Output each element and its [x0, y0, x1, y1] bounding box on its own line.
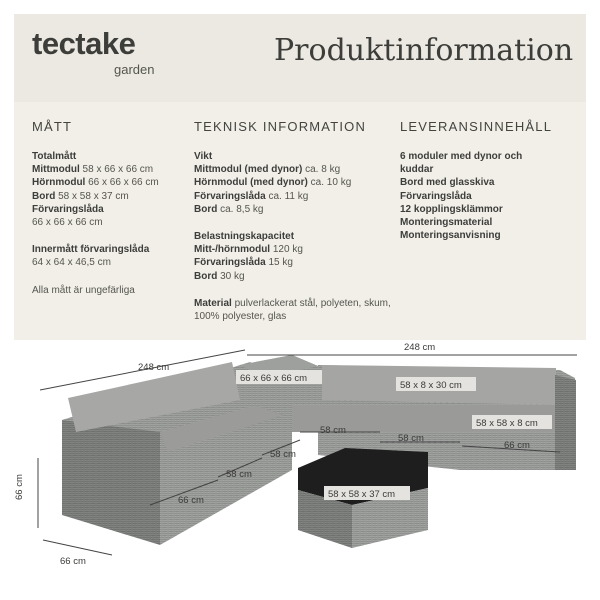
delivery-item: Bord med glasskiva [400, 177, 495, 189]
dim-left-w2: 58 cm [270, 449, 296, 460]
matt-line: Mittmodul 58 x 66 x 66 cm [32, 164, 154, 176]
heading-teknisk: TEKNISK INFORMATION [194, 119, 367, 134]
weight-line: Bord ca. 8,5 kg [194, 203, 264, 215]
dim-height: 66 cm [14, 474, 25, 500]
dim-left-depth: 66 cm [178, 495, 204, 506]
delivery-item: Förvaringslåda [400, 190, 472, 202]
delivery-item: Monteringsanvisning [400, 230, 501, 242]
delivery-item: Monteringsmaterial [400, 217, 493, 229]
weight-line: Mittmodul (med dynor) ca. 8 kg [194, 164, 341, 176]
inner-value: 64 x 64 x 46,5 cm [32, 257, 111, 269]
dim-box: 66 x 66 x 66 cm [240, 373, 308, 384]
dim-cushion-back: 58 x 8 x 30 cm [400, 380, 462, 391]
inner-label: Innermått förvaringslåda [32, 244, 150, 256]
page-title: Produktinformation [274, 33, 574, 68]
dim-cushion-seat: 58 x 58 x 8 cm [476, 418, 538, 429]
dim-right-w2: 58 cm [398, 433, 424, 444]
load-line: Bord 30 kg [194, 270, 245, 282]
material-line: Material pulverlackerat stål, polyeten, skum, 100% polyester, glas [194, 297, 391, 323]
dim-right-w1: 58 cm [320, 425, 346, 436]
heading-leverans: LEVERANSINNEHÅLL [400, 119, 553, 134]
dim-right-length: 248 cm [404, 342, 436, 353]
brand-sub: garden [114, 62, 155, 77]
right-armrest [555, 375, 576, 470]
dim-table: 58 x 58 x 37 cm [328, 489, 396, 500]
weight-line: Vikt [194, 151, 213, 162]
brand-logo: tectake [32, 26, 136, 61]
matt-line: Hörnmodul 66 x 66 x 66 cm [32, 177, 159, 189]
matt-line: Förvaringslåda [32, 203, 104, 215]
load-line: Belastningskapacitet [194, 231, 295, 243]
load-line: Mitt-/hörnmodul 120 kg [194, 244, 303, 256]
dim-left-w1: 58 cm [226, 469, 252, 480]
weight-line: Förvaringslåda ca. 11 kg [194, 190, 309, 202]
sofa-left-wing [0, 0, 300, 545]
delivery-item: 6 moduler med dynor och kuddar [400, 151, 523, 176]
matt-line: 66 x 66 x 66 cm [32, 217, 103, 229]
left-armrest [62, 420, 160, 545]
matt-line: Bord 58 x 58 x 37 cm [32, 190, 129, 202]
heading-matt: MÅTT [32, 119, 73, 134]
dim-left-length: 248 cm [138, 362, 170, 373]
approx-note: Alla mått är ungefärliga [32, 284, 135, 296]
delivery-item: 12 kopplingsklämmor [400, 203, 503, 215]
matt-line: Totalmått [32, 151, 77, 162]
dim-depth: 66 cm [60, 556, 86, 567]
weight-line: Hörnmodul (med dynor) ca. 10 kg [194, 177, 352, 189]
dim-right-depth: 66 cm [504, 440, 530, 451]
load-line: Förvaringslåda 15 kg [194, 257, 293, 269]
